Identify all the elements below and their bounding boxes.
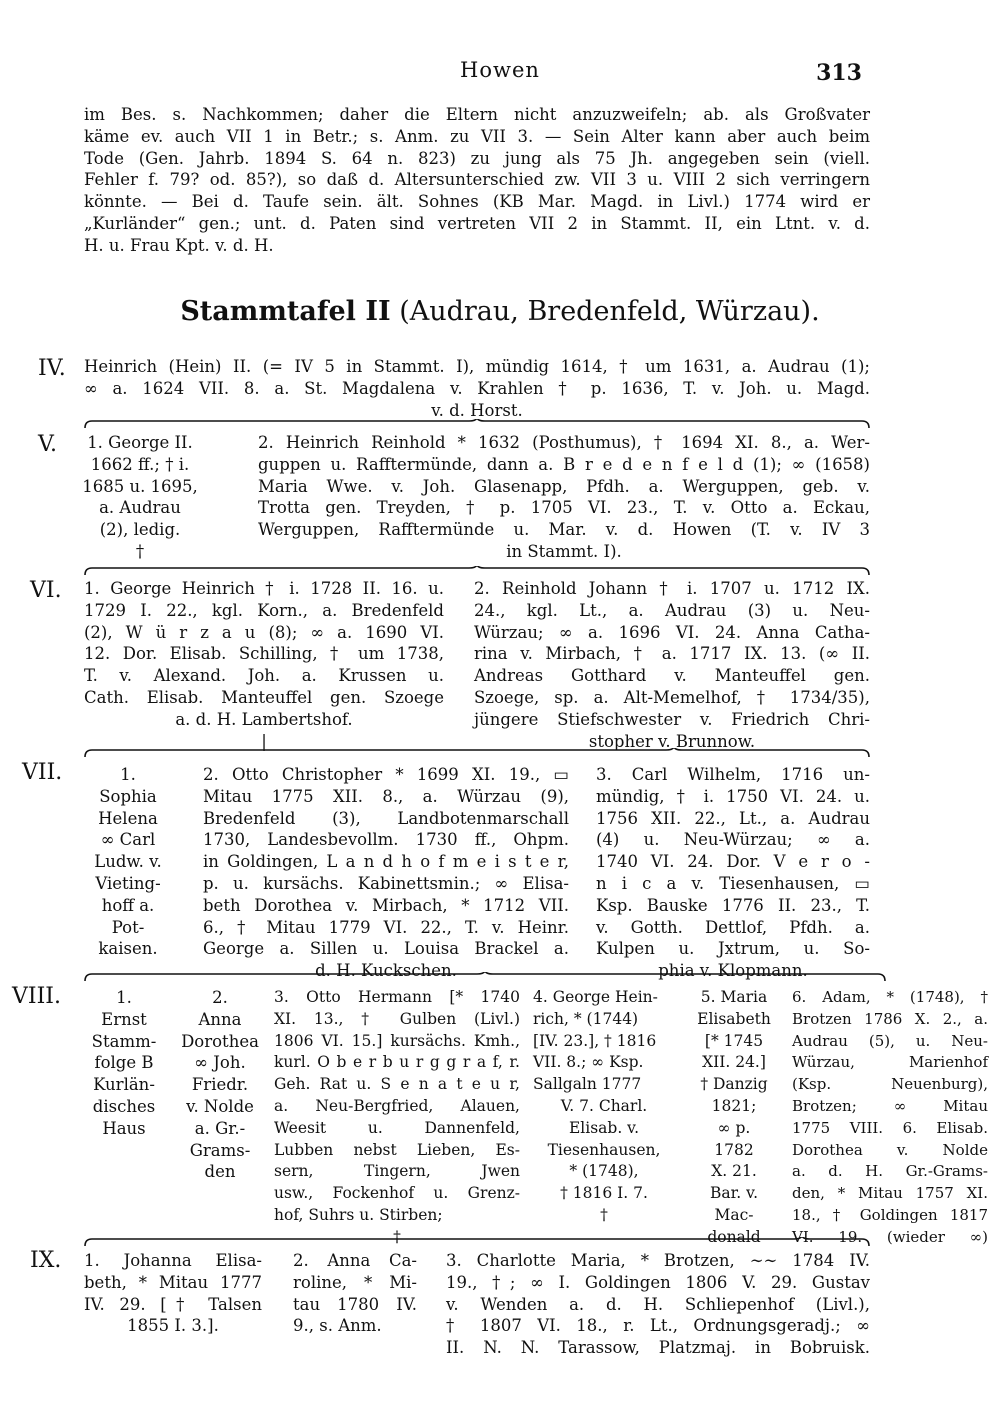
gen8-col5-line: 1821; xyxy=(711,1096,757,1115)
gen7-col3-line: Kulpen u. Jxtrum, u. So- xyxy=(596,939,870,959)
gen9-col1-line: 1. Johanna Elisa- xyxy=(84,1251,262,1270)
gen8-col1-line: Stamm- xyxy=(91,1031,157,1051)
intro-paragraph xyxy=(84,104,870,257)
gen7-col3-line: (4) u. Neu-Würzau; ∞ a. xyxy=(596,830,870,850)
gen6-col1-line: 12. Dor. Elisab. Schilling, † um 1738, xyxy=(84,644,444,664)
gen7-col3-line: n i c a v. Tiesenhausen, ▭ xyxy=(596,873,870,893)
gen8-col1-line: disches xyxy=(92,1096,156,1116)
gen7-col3-line: phia v. Klopmann. xyxy=(658,961,808,981)
gen8-col5-line: Bar. v. xyxy=(709,1184,759,1203)
generation-label: VIII. xyxy=(12,984,61,1009)
gen5-col2-line: Trotta gen. Treyden, † p. 1705 VI. 23., T. v. Otto a. Eckau, xyxy=(258,498,870,518)
gen8-col6-line: VI. 19. (wieder ∞) xyxy=(792,1227,988,1246)
gen9-col1 xyxy=(84,1250,262,1337)
gen8-col5-line: ∞ p. xyxy=(717,1118,751,1137)
gen6-col1-line: T. v. Alexand. Joh. a. Krussen u. xyxy=(84,666,444,686)
gen8-col5-line: 1782 xyxy=(714,1140,754,1159)
gen5-col1-line: (2), ledig. xyxy=(99,520,181,540)
gen6-col2-line: Würzau; ∞ a. 1696 VI. 24. Anna Catha- xyxy=(474,622,870,642)
gen8-col4-line: Tiesenhausen, xyxy=(547,1140,661,1159)
gen8-col6-line: a. d. H. Gr.-Grams- xyxy=(792,1162,988,1181)
gen8-col3-line: Geh. Rat u. S e n a t e u r, xyxy=(274,1075,520,1094)
gen9-col3 xyxy=(446,1250,870,1359)
gen8-col6-line: (Ksp. Neuenburg), xyxy=(792,1075,988,1094)
gen8-col3-line: usw., Fockenhof u. Grenz- xyxy=(274,1184,520,1203)
gen7-col1-line: Vieting- xyxy=(95,873,161,893)
generation-label: IX. xyxy=(30,1248,62,1273)
gen6-col2-line: jüngere Stiefschwester v. Friedrich Chri- xyxy=(474,709,870,729)
gen8-col5-line: 5. Maria xyxy=(700,988,768,1006)
gen5-col2-line: guppen u. Rafftermünde, dann a. B r e d e n f e l d (1); ∞ (1658) xyxy=(258,454,870,474)
gen5-col1 xyxy=(80,432,200,563)
gen7-col3-line: v. Gotth. Dettlof, Pfdh. a. xyxy=(596,917,870,937)
gen8-col4-line: rich, * (1744) xyxy=(533,1009,639,1028)
gen8-col4-line: † xyxy=(600,1205,608,1224)
brace-gen5 xyxy=(84,566,870,576)
gen7-col2-line: 1730, Landesbevollm. 1730 ff., Ohpm. xyxy=(203,830,569,850)
gen7-col2-line: p. u. kursächs. Kabinettsmin.; ∞ Elisa- xyxy=(203,873,569,893)
gen8-col5-line: XII. 24.] xyxy=(702,1053,766,1072)
gen7-col1-line: hoff a. xyxy=(101,895,155,915)
table-heading xyxy=(0,296,1000,327)
brace-gen4 xyxy=(84,419,870,429)
gen8-col2-line: a. Gr.- xyxy=(194,1118,246,1138)
generation-label: VII. xyxy=(22,760,63,785)
brace-gen7 xyxy=(84,972,886,982)
gen5-col2-line: Maria Wwe. v. Joh. Glasenapp, Pfdh. a. Werguppen, geb. v. xyxy=(258,476,870,496)
gen5-col1-line: † xyxy=(135,541,145,561)
gen8-col3-line: a. Neu-Bergfried, Alauen, xyxy=(274,1096,520,1115)
gen9-col2-line: tau 1780 IV. xyxy=(293,1294,417,1314)
gen5-col2 xyxy=(258,432,870,563)
intro-line: „Kurländer“ gen.; unt. d. Paten sind vertreten VII 2 in Stammt. II, ein Ltnt. v. d. xyxy=(84,213,870,233)
gen4-line: ∞ a. 1624 VII. 8. a. St. Magdalena v. Krahlen † p. 1636, T. v. Joh. u. Magd. xyxy=(84,378,870,398)
gen8-col1-line: 1. xyxy=(116,988,132,1007)
gen8-col6-line: Würzau, Marienhof xyxy=(792,1053,988,1072)
gen8-col6-line: 18., † Goldingen 1817 xyxy=(792,1205,988,1224)
gen7-col1-line: 1. xyxy=(120,765,136,784)
gen8-col2-line: Anna xyxy=(198,1009,242,1029)
generation-label: V. xyxy=(38,432,58,457)
gen8-col2-line: Grams- xyxy=(189,1140,251,1160)
gen8-col6-line: 6. Adam, * (1748), † xyxy=(792,988,988,1006)
gen9-col2-line: 9., s. Anm. xyxy=(293,1316,382,1336)
gen6-col2-line: rina v. Mirbach, † a. 1717 IX. 13. (∞ II. xyxy=(474,644,870,664)
gen8-col3-line: Weesit u. Dannenfeld, xyxy=(274,1118,520,1137)
gen6-col2-line: stopher v. Brunnow. xyxy=(588,731,756,751)
table-heading-rest: (Audrau, Bredenfeld, Würzau). xyxy=(399,296,820,327)
gen8-col2-line: v. Nolde xyxy=(186,1096,254,1116)
gen7-col3-line: 1756 XII. 22., Lt., a. Audrau xyxy=(596,808,870,828)
gen7-col3-line: Ksp. Bauske 1776 II. 23., T. xyxy=(596,895,870,915)
intro-line: H. u. Frau Kpt. v. d. H. xyxy=(84,235,274,255)
gen8-col1 xyxy=(76,987,172,1140)
gen8-col6 xyxy=(792,987,988,1249)
gen7-col1-line: kaisen. xyxy=(98,939,158,959)
gen8-col5-line: [* 1745 xyxy=(704,1031,764,1050)
gen5-col2-line: Werguppen, Rafftermünde u. Mar. v. d. Howen (T. v. IV 3 xyxy=(258,520,870,540)
intro-line: im Bes. s. Nachkommen; daher die Eltern nicht anzuzweifeln; ab. als Großvater xyxy=(84,105,870,124)
gen7-col2-line: George a. Sillen u. Louisa Brackel a. xyxy=(203,939,569,959)
gen8-col5-line: Mac- xyxy=(714,1205,754,1224)
gen4-line: v. d. Horst. xyxy=(431,400,523,420)
intro-line: käme ev. auch VII 1 in Betr.; s. Anm. zu VII 3. — Sein Alter kann aber auch beim xyxy=(84,126,870,146)
gen7-col3-line: mündig, † i. 1750 VI. 24. u. xyxy=(596,786,870,806)
generation-label: IV. xyxy=(38,356,66,381)
gen5-col2-line: in Stammt. I). xyxy=(506,541,622,561)
gen6-col1-line: Cath. Elisab. Manteuffel gen. Szoege xyxy=(84,687,444,707)
gen7-col2-line: d. H. Kuckschen. xyxy=(315,961,457,981)
gen8-col6-line: Audrau (5), u. Neu- xyxy=(792,1031,988,1050)
gen7-col1-line: Helena xyxy=(98,808,158,828)
gen9-col2-line: roline, * Mi- xyxy=(293,1272,417,1292)
gen8-col3-line: sern, Tingern, Jwen xyxy=(274,1162,520,1181)
gen8-col1-line: Haus xyxy=(102,1118,146,1138)
gen7-col2-line: 6., † Mitau 1779 VI. 22., T. v. Heinr. xyxy=(203,917,569,937)
gen8-col1-line: Ernst xyxy=(101,1009,147,1029)
gen8-col2-line: 2. xyxy=(212,988,228,1007)
gen9-col1-line: beth, * Mitau 1777 xyxy=(84,1272,262,1292)
gen8-col4-line: Sallgaln 1777 xyxy=(533,1075,642,1094)
gen7-col2-line: Bredenfeld (3), Landbotenmarschall xyxy=(203,808,569,828)
gen8-col1-line: folge B xyxy=(94,1053,154,1073)
gen7-col1-line: Ludw. v. xyxy=(94,852,162,872)
intro-line: könnte. — Bei d. Taufe sein. ält. Sohnes (KB Mar. Magd. in Livl.) 1774 wird er xyxy=(84,192,870,212)
gen8-col3-line: XI. 13., † Gulben (Livl.) xyxy=(274,1009,520,1028)
gen7-col3-line: 1740 VI. 24. Dor. V e r o - xyxy=(596,852,870,872)
gen7-col2 xyxy=(203,764,569,982)
running-title: Howen xyxy=(460,58,540,82)
gen6-col1-line: 1729 I. 22., kgl. Korn., a. Bredenfeld xyxy=(84,600,444,620)
page-number: 313 xyxy=(816,60,862,86)
gen8-col6-line: 1775 VIII. 6. Elisab. xyxy=(792,1118,988,1137)
gen9-col1-line: 1855 I. 3.]. xyxy=(127,1316,219,1336)
gen6-col1 xyxy=(84,578,444,752)
intro-line: Fehler f. 79? od. 85?), so daß d. Altersunterschied zw. VII 3 u. VIII 2 sich verringern xyxy=(84,170,870,190)
gen8-col6-line: Brotzen; ∞ Mitau xyxy=(792,1096,988,1115)
gen9-col3-line: v. Wenden a. d. H. Schliepenhof (Livl.), xyxy=(446,1294,870,1314)
gen8-col3-line: † xyxy=(393,1227,401,1246)
gen8-col4-line: † 1816 I. 7. xyxy=(560,1184,648,1203)
gen7-col2-line: beth Dorothea v. Mirbach, * 1712 VII. xyxy=(203,895,569,915)
brace-gen6 xyxy=(84,748,870,758)
gen7-col1-line: ∞ Carl xyxy=(100,830,156,850)
gen8-col6-line: Dorothea v. Nolde xyxy=(792,1140,988,1159)
gen9-col3-line: † 1807 VI. 18., r. Lt., Ordnungsgeradj.; ∞ xyxy=(446,1316,870,1336)
gen8-col4-line: * (1748), xyxy=(569,1162,639,1181)
gen8-col4-line: [IV. 23.], † 1816 xyxy=(533,1031,657,1050)
gen6-col2-line: Andreas Gotthard v. Manteuffel gen. xyxy=(474,666,870,686)
gen8-col3-line: 3. Otto Hermann [* 1740 xyxy=(274,988,520,1006)
gen8-col1-line: Kurlän- xyxy=(93,1075,155,1095)
gen6-col1-line: 1. George Heinrich † i. 1728 II. 16. u. xyxy=(84,579,444,598)
gen6-col2 xyxy=(474,578,870,752)
gen7-col3 xyxy=(596,764,870,982)
gen6-col1-line: | xyxy=(261,731,267,751)
gen4-line: Heinrich (Hein) II. (= IV 5 in Stammt. I), mündig 1614, † um 1631, a. Audrau (1); xyxy=(84,357,870,376)
intro-line: Tode (Gen. Jahrb. 1894 S. 64 n. 823) zu jung als 75 Jh. angegeben sein (viell. xyxy=(84,148,870,168)
gen8-col4-line: Elisab. v. xyxy=(568,1118,640,1137)
gen8-col3-line: hof, Suhrs u. Stirben; xyxy=(274,1205,443,1224)
gen8-col3-line: kurl. O b e r b u r g g r a f, r. xyxy=(274,1053,520,1072)
gen8-col5-line: X. 21. xyxy=(711,1162,757,1181)
table-heading-bold: Stammtafel II xyxy=(180,296,391,327)
gen6-col2-line: 24., kgl. Lt., a. Audrau (3) u. Neu- xyxy=(474,600,870,620)
gen7-col1-line: Pot- xyxy=(111,917,145,937)
gen6-col2-line: Szoege, sp. a. Alt-Memelhof, † 1734/35), xyxy=(474,687,870,707)
gen7-col1 xyxy=(78,764,178,960)
gen6-col1-line: a. d. H. Lambertshof. xyxy=(175,709,353,729)
gen8-col2 xyxy=(172,987,268,1183)
gen8-col5 xyxy=(684,987,784,1249)
gen9-col3-line: 3. Charlotte Maria, * Brotzen, ∼∼ 1784 IV. xyxy=(446,1251,870,1270)
gen8-col4 xyxy=(533,987,675,1227)
gen8-col4-line: V. 7. Charl. xyxy=(560,1096,648,1115)
gen8-col5-line: donald xyxy=(707,1227,761,1246)
gen9-col3-line: II. N. N. Tarassow, Platzmaj. in Bobruisk. xyxy=(446,1338,870,1358)
gen8-col3-line: 1806 VI. 15.] kursächs. Kmh., xyxy=(274,1031,520,1050)
gen9-col2 xyxy=(293,1250,417,1337)
gen8-col2-line: ∞ Joh. xyxy=(194,1053,246,1073)
gen7-col3-line: 3. Carl Wilhelm, 1716 un- xyxy=(596,765,870,784)
gen7-col2-line: 2. Otto Christopher * 1699 XI. 19., ▭ xyxy=(203,765,569,784)
gen8-col5-line: † Danzig xyxy=(700,1075,768,1094)
gen7-col1-line: Sophia xyxy=(99,786,157,806)
gen8-col3 xyxy=(274,987,520,1249)
gen8-col3-line: Lubben nebst Lieben, Es- xyxy=(274,1140,520,1159)
gen7-col2-line: Mitau 1775 XII. 8., a. Würzau (9), xyxy=(203,786,569,806)
gen9-col2-line: 2. Anna Ca- xyxy=(293,1251,417,1270)
brace-gen8 xyxy=(84,1237,870,1247)
gen9-col1-line: IV. 29. [† Talsen xyxy=(84,1294,262,1314)
gen4-entry xyxy=(84,356,870,421)
gen8-col4-line: VII. 8.; ∞ Ksp. xyxy=(533,1053,644,1072)
generation-label: VI. xyxy=(30,578,62,603)
gen6-col2-line: 2. Reinhold Johann † i. 1707 u. 1712 IX. xyxy=(474,579,870,598)
gen5-col2-line: 2. Heinrich Reinhold * 1632 (Posthumus), † 1694 XI. 8., a. Wer- xyxy=(258,433,870,452)
gen9-col3-line: 19., †; ∞ I. Goldingen 1806 V. 29. Gustav xyxy=(446,1272,870,1292)
gen8-col2-line: den xyxy=(204,1162,236,1182)
gen5-col1-line: 1. George II. xyxy=(87,433,193,452)
gen5-col1-line: 1685 u. 1695, xyxy=(82,476,198,496)
gen8-col6-line: den, * Mitau 1757 XI. xyxy=(792,1184,988,1203)
gen8-col4-line: 4. George Hein- xyxy=(533,988,658,1006)
gen5-col1-line: a. Audrau xyxy=(99,498,181,518)
gen8-col2-line: Friedr. xyxy=(191,1075,249,1095)
gen5-col1-line: 1662 ff.; † i. xyxy=(90,454,190,474)
gen8-col5-line: Elisabeth xyxy=(697,1009,771,1028)
gen7-col2-line: in Goldingen, L a n d h o f m e i s t e r, xyxy=(203,852,569,872)
gen8-col6-line: Brotzen 1786 X. 2., a. xyxy=(792,1009,988,1028)
gen6-col1-line: (2), W ü r z a u (8); ∞ a. 1690 VI. xyxy=(84,622,444,642)
gen8-col2-line: Dorothea xyxy=(181,1031,259,1051)
